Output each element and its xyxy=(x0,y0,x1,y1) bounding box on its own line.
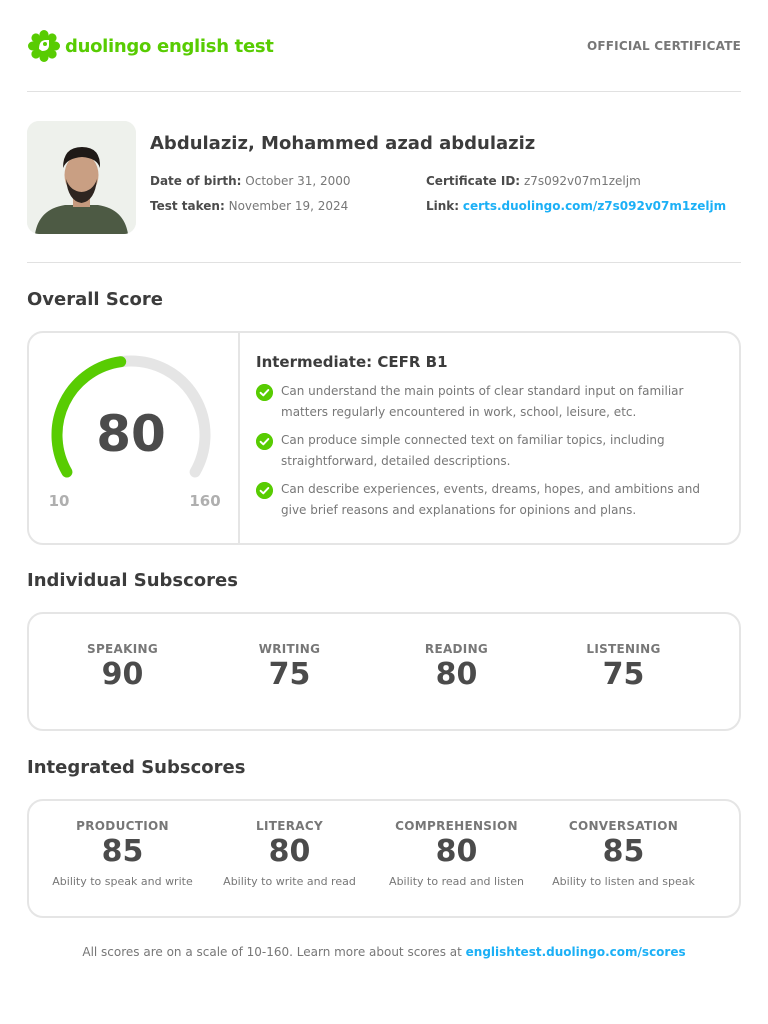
subscore-conversation xyxy=(540,819,707,888)
subscore-value: 75 xyxy=(268,657,311,692)
cefr-descriptor xyxy=(256,381,716,423)
integrated-subscores-card xyxy=(27,799,741,918)
overall-score-title: Overall Score xyxy=(27,289,163,310)
subscore-label: COMPREHENSION xyxy=(395,819,518,833)
overall-card-divider xyxy=(238,333,240,543)
test-taken-label: Test taken: xyxy=(150,199,225,213)
subscore-listening xyxy=(540,642,707,692)
subscore-reading xyxy=(373,642,540,692)
test-taken xyxy=(150,199,348,213)
integrated-subscores-title: Integrated Subscores xyxy=(27,757,246,778)
subscore-literacy xyxy=(206,819,373,888)
certificate-id-label: Certificate ID: xyxy=(426,174,521,188)
scores-info-link[interactable]: englishtest.duolingo.com/scores xyxy=(465,945,686,959)
subscore-label: CONVERSATION xyxy=(568,819,679,833)
subscore-value: 75 xyxy=(602,657,645,692)
subscore-description: Ability to write and read xyxy=(223,875,356,888)
duolingo-logo-icon xyxy=(27,29,61,63)
profile-section xyxy=(27,121,741,234)
overall-score-card xyxy=(27,331,741,545)
subscore-description: Ability to speak and write xyxy=(52,875,193,888)
cefr-descriptor-list xyxy=(256,381,716,528)
subscore-label: LISTENING xyxy=(586,642,661,656)
dob-label: Date of birth: xyxy=(150,174,242,188)
dob-value: October 31, 2000 xyxy=(245,174,351,188)
test-taken-value: November 19, 2024 xyxy=(228,199,349,213)
date-of-birth xyxy=(150,174,351,188)
subscore-label: READING xyxy=(424,642,489,656)
candidate-name: Abdulaziz, Mohammed azad abdulaziz xyxy=(150,133,536,154)
header-divider xyxy=(27,91,741,92)
certificate-link xyxy=(426,199,726,213)
gauge-min-label: 10 xyxy=(48,492,70,510)
subscore-value: 85 xyxy=(101,834,144,869)
profile-divider xyxy=(27,262,741,263)
certificate-id-value: z7s092v07m1zeljm xyxy=(523,174,641,188)
official-certificate-label: OFFICIAL CERTIFICATE xyxy=(586,39,741,53)
cefr-descriptor xyxy=(256,479,716,521)
brand-name: duolingo english test xyxy=(65,35,274,57)
cefr-descriptor xyxy=(256,430,716,472)
cefr-level: Intermediate: CEFR B1 xyxy=(256,353,448,371)
check-circle-icon xyxy=(256,482,273,499)
subscore-label: SPEAKING xyxy=(87,642,158,656)
subscore-description: Ability to read and listen xyxy=(389,875,524,888)
check-circle-icon xyxy=(256,433,273,450)
subscore-description: Ability to listen and speak xyxy=(552,875,695,888)
subscore-label: LITERACY xyxy=(256,819,323,833)
person-avatar-icon xyxy=(27,121,136,234)
cefr-descriptor-text: Can understand the main points of clear standard input on familiar matters regularly encountered in work, school, leisure, etc. xyxy=(281,384,684,419)
subscore-comprehension xyxy=(373,819,540,888)
individual-subscores-title: Individual Subscores xyxy=(27,570,238,591)
brand[interactable] xyxy=(27,29,274,63)
subscore-value: 80 xyxy=(435,657,478,692)
subscore-value: 80 xyxy=(268,834,311,869)
score-gauge xyxy=(39,343,229,523)
cefr-descriptor-text: Can produce simple connected text on familiar topics, including straightforward, detailed descriptions. xyxy=(281,433,665,468)
overall-score-value: 80 xyxy=(96,405,166,463)
check-circle-icon xyxy=(256,384,273,401)
subscore-value: 80 xyxy=(435,834,478,869)
header xyxy=(27,28,741,64)
footer-text: All scores are on a scale of 10-160. Learn more about scores at xyxy=(82,945,466,959)
certificate-id xyxy=(426,174,641,188)
footer-note xyxy=(0,945,768,959)
profile-photo xyxy=(27,121,136,234)
subscore-label: PRODUCTION xyxy=(76,819,169,833)
subscore-value: 85 xyxy=(602,834,645,869)
cefr-descriptor-text: Can describe experiences, events, dreams, hopes, and ambitions and give brief reasons and explanations for opinions and plans. xyxy=(281,482,700,517)
subscore-writing xyxy=(206,642,373,692)
subscore-production xyxy=(39,819,206,888)
subscore-value: 90 xyxy=(101,657,144,692)
certificate-link-label: Link: xyxy=(426,199,460,213)
subscore-speaking xyxy=(39,642,206,692)
certificate-link-url[interactable]: certs.duolingo.com/z7s092v07m1zeljm xyxy=(462,199,727,213)
individual-subscores-card xyxy=(27,612,741,731)
gauge-max-label: 160 xyxy=(189,492,221,510)
subscore-label: WRITING xyxy=(258,642,321,656)
